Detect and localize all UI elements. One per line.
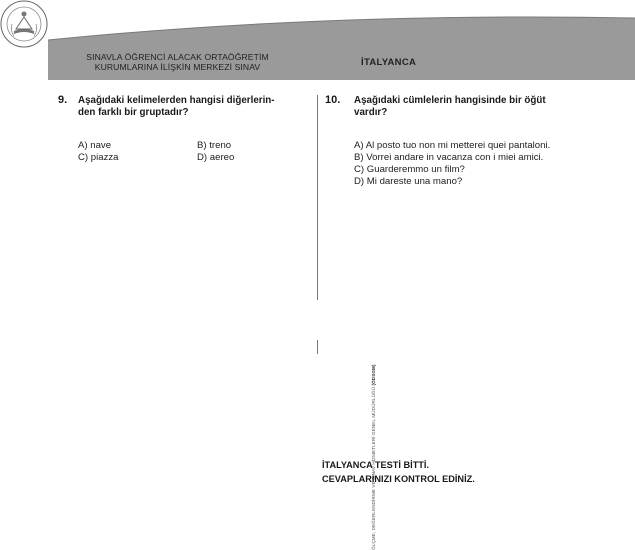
question-9-line2: den farklı bir gruptadır? xyxy=(78,107,189,118)
end-of-test-notice xyxy=(322,458,475,486)
header-band xyxy=(0,0,635,90)
question-9-line1: Aşağıdaki kelimelerden hangisi diğerlerin- xyxy=(78,95,275,106)
question-10-number: 10. xyxy=(325,94,341,106)
question-10-text xyxy=(354,95,614,119)
question-9-option-c: C) piazza xyxy=(78,152,119,163)
question-9-option-a: A) nave xyxy=(78,140,112,151)
publisher-name: ÖLÇME, DEĞERLENDİRME VE SINAV HİZMETLERİ GENEL MÜDÜRLÜĞÜ xyxy=(371,386,376,550)
column-divider xyxy=(317,95,318,300)
exam-title xyxy=(60,52,295,72)
publisher-sidebar-text xyxy=(371,300,381,550)
question-10-option-c: C) Guarderemmo un film? xyxy=(354,164,465,175)
question-10-line1: Aşağıdaki cümlelerin hangisinde bir öğüt xyxy=(354,95,546,106)
question-9-option-d: D) aereo xyxy=(197,152,235,163)
question-9-number: 9. xyxy=(58,94,68,106)
header-band-shape xyxy=(0,0,635,90)
question-10-option-d: D) Mi dareste una mano? xyxy=(354,176,463,187)
question-9-option-b: B) treno xyxy=(197,140,232,151)
question-10-option-a: A) Al posto tuo non mi metterei quei pantaloni. xyxy=(354,140,551,151)
question-10-option-b: B) Vorrei andare in vacanza con i miei amici. xyxy=(354,152,544,163)
exam-title-line2: KURUMLARINA İLİŞKİN MERKEZİ SINAV xyxy=(94,62,261,72)
question-10-line2: vardır? xyxy=(354,107,388,118)
exam-title-line1: SINAVLA ÖĞRENCİ ALACAK ORTAÖĞRETİM xyxy=(86,52,269,62)
end-of-test-line1: İTALYANCA TESTİ BİTTİ. xyxy=(322,460,430,470)
publisher-abbr: (ÖDSGM) xyxy=(371,364,376,386)
subject-title: İTALYANCA xyxy=(361,57,417,68)
question-9-text xyxy=(78,95,313,119)
end-of-test-line2: CEVAPLARINIZI KONTROL EDİNİZ. xyxy=(322,474,475,484)
ministry-seal-logo xyxy=(0,0,48,48)
column-divider-lower xyxy=(317,340,318,354)
